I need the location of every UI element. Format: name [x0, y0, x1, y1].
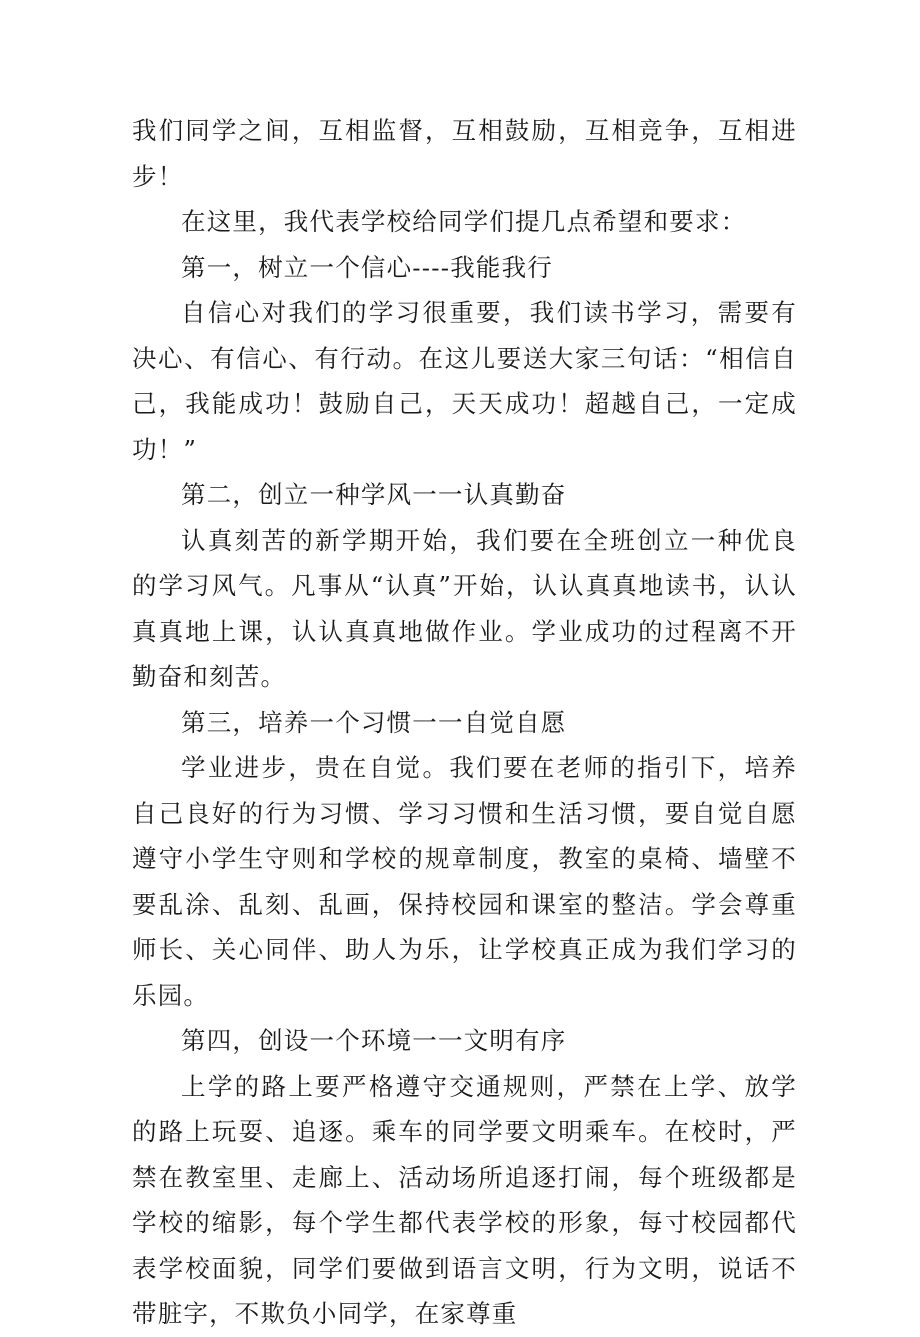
document-page — [132, 108, 797, 1337]
section-heading-3: 第三，培养一个习惯一一自觉自愿 — [181, 707, 567, 737]
paragraph-intro: 在这里，我代表学校给同学们提几点希望和要求： — [181, 207, 747, 236]
paragraph-section-4: 上学的路上要严格遵守交通规则，严禁在上学、放学的路上玩耍、追逐。乘车的同学要文明乘车。在校时，严禁在教室里、走廊上、活动场所追逐打闹，每个班级都是学校的缩影，每个学生都代表学校的形象，每寸校园都代表学校面貌，同学们要做到语言文明，行为文明，说话不带脏字，不欺负小同学，在家尊重 — [132, 1071, 797, 1328]
paragraph-continuation: 我们同学之间，互相监督，互相鼓励，互相竞争，互相进步！ — [132, 116, 797, 191]
paragraph-section-2: 认真刻苦的新学期开始，我们要在全班创立一种优良的学习风气。凡事从“认真”开始，认认真真地读书，认认真真地上课，认认真真地做作业。学业成功的过程离不开勤奋和刻苦。 — [132, 525, 797, 691]
paragraph-section-3: 学业进步，贵在自觉。我们要在老师的指引下，培养自己良好的行为习惯、学习习惯和生活习惯，要自觉自愿遵守小学生守则和学校的规章制度，教室的桌椅、墙壁不要乱涂、乱刻、乱画，保持校园和课室的整洁。学会尊重师长、关心同伴、助人为乐，让学校真正成为我们学习的乐园。 — [132, 753, 797, 1010]
section-heading-1: 第一，树立一个信心----我能我行 — [181, 252, 554, 282]
section-heading-2: 第二，创立一种学风一一认真勤奋 — [181, 480, 567, 509]
section-heading-4: 第四，创设一个环境一一文明有序 — [181, 1026, 567, 1055]
paragraph-section-1: 自信心对我们的学习很重要，我们读书学习，需要有决心、有信心、有行动。在这儿要送大家三句话：“相信自己，我能成功！鼓励自己，天天成功！超越自己，一定成功！” — [132, 298, 797, 464]
